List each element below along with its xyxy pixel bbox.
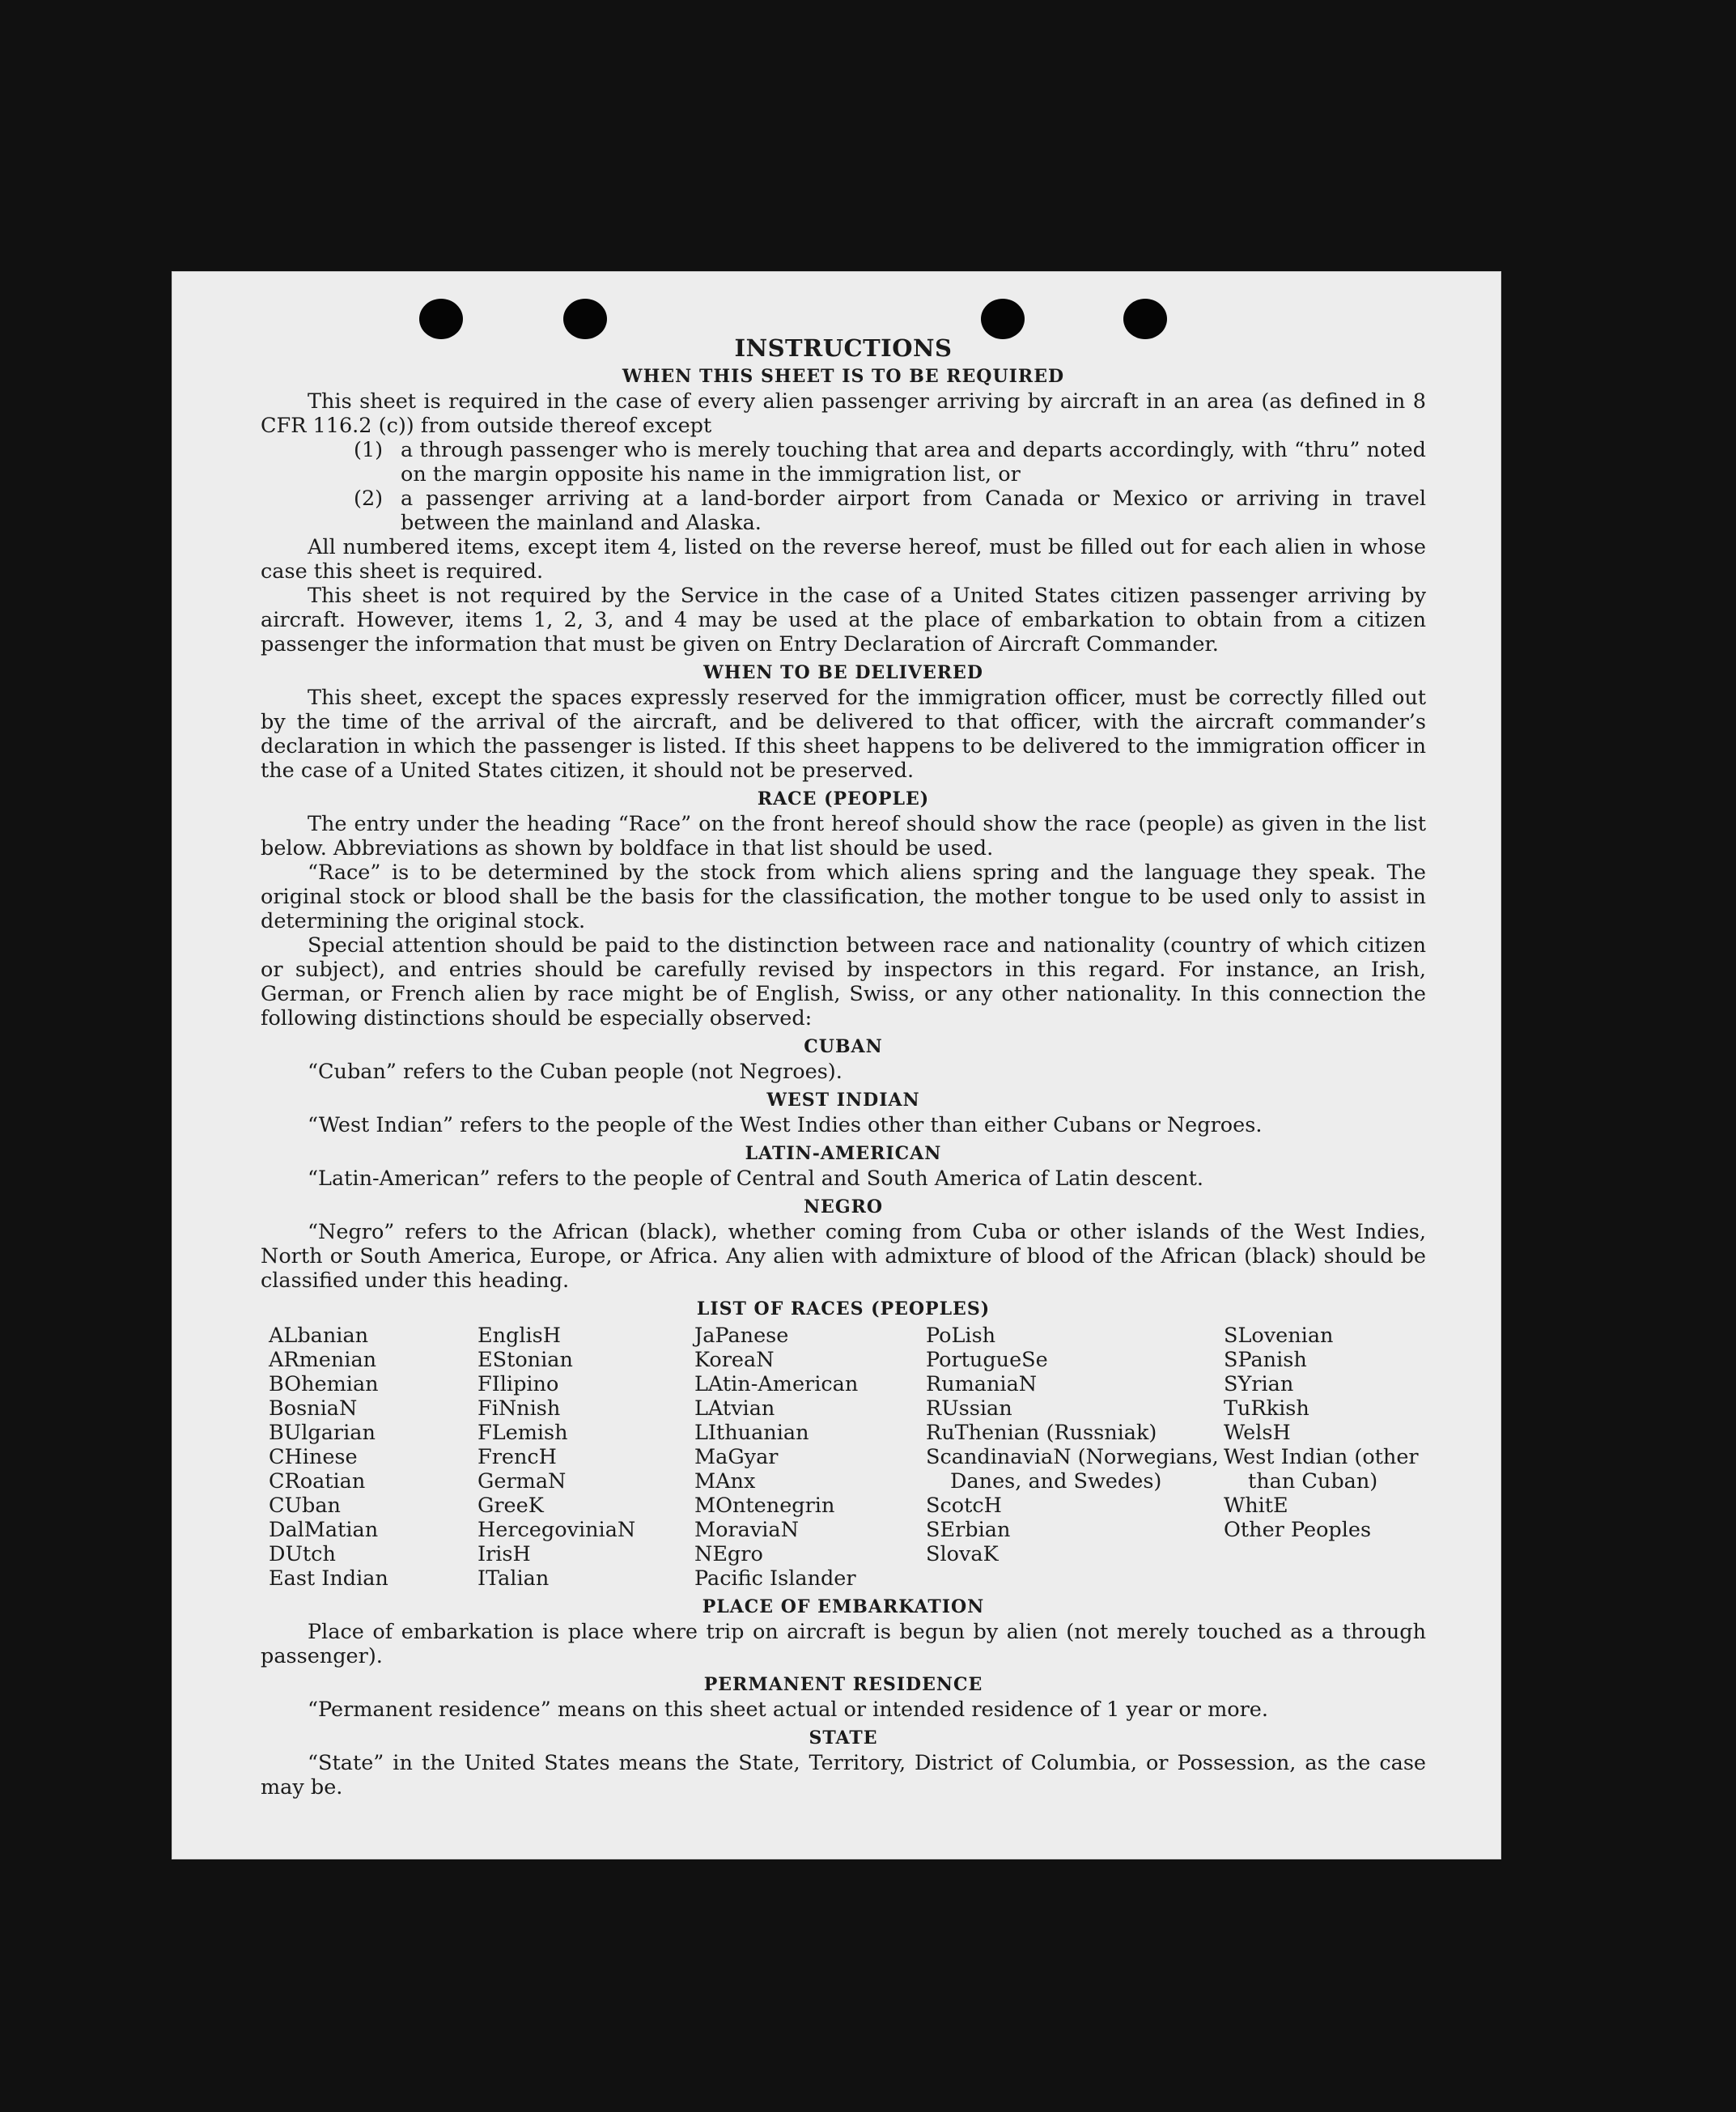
race-item: East Indian <box>269 1566 388 1591</box>
race-item: RuThenian (Russniak) <box>926 1421 1157 1445</box>
punch-hole <box>981 299 1025 339</box>
race-item: FrencH <box>478 1445 557 1469</box>
paragraph: The entry under the heading “Race” on the front hereof should show the race (people) as given in the list below. Abbreviations as shown by boldface in that list should be used. <box>261 812 1426 861</box>
section-heading: WHEN TO BE DELIVERED <box>703 662 983 683</box>
race-item: BUlgarian <box>269 1421 376 1445</box>
race-item: West Indian (other than Cuban) <box>1224 1445 1419 1494</box>
paragraph: “Race” is to be determined by the stock from which aliens spring and the language they speak. The original stock or blood shall be the basis for the classification, the mother tongue to be used only to assist in determining the original stock. <box>261 861 1426 933</box>
race-item: Other Peoples <box>1224 1518 1372 1542</box>
race-item: MaGyar <box>694 1445 779 1469</box>
races-column <box>269 1324 478 1591</box>
paragraph: All numbered items, except item 4, listed on the reverse hereof, must be filled out for each alien in whose case this sheet is required. <box>261 535 1426 584</box>
race-item: NEgro <box>694 1542 763 1566</box>
race-item: FLemish <box>478 1421 568 1445</box>
race-item: RumaniaN <box>926 1372 1038 1396</box>
race-item: SYrian <box>1224 1372 1294 1396</box>
race-item: SErbian <box>926 1518 1011 1542</box>
race-item: FiNnish <box>478 1396 561 1421</box>
item-text: a passenger arriving at a land-border airport from Canada or Mexico or arriving in travel between the mainland and Alaska. <box>401 487 1426 535</box>
document-page <box>172 271 1501 1859</box>
section-heading: LIST OF RACES (PEOPLES) <box>696 1298 991 1319</box>
race-item: GreeK <box>478 1494 544 1518</box>
race-item: MOntenegrin <box>694 1494 835 1518</box>
paragraph: Special attention should be paid to the distinction between race and nationality (country of which citizen or subject), and entries should be carefully revised by inspectors in this regard. For instance, an Irish, German, or French alien by race might be of English, Swiss, or any other nationality. In this connection the following distinctions should be especially observed: <box>261 933 1426 1031</box>
paragraph: This sheet, except the spaces expressly reserved for the immigration officer, must be correctly filled out by the time of the arrival of the aircraft, and be delivered to that officer, with the aircraft commander’s declaration in which the passenger is listed. If this sheet happens to be delivered to the immigration officer in the case of a United States citizen, it should not be preserved. <box>261 686 1426 783</box>
race-item: HercegoviniaN <box>478 1518 636 1542</box>
races-column <box>926 1324 1224 1591</box>
race-item: EnglisH <box>478 1324 561 1348</box>
race-item: WhitE <box>1224 1494 1288 1518</box>
races-column <box>694 1324 926 1591</box>
section-heading: LATIN-AMERICAN <box>745 1143 942 1164</box>
races-column <box>478 1324 694 1591</box>
race-item: SPanish <box>1224 1348 1307 1372</box>
race-item: LAtvian <box>694 1396 775 1421</box>
race-item: SlovaK <box>926 1542 999 1566</box>
race-item: DalMatian <box>269 1518 379 1542</box>
page-title: INSTRUCTIONS <box>734 334 953 362</box>
paragraph: Place of embarkation is place where trip on aircraft is begun by alien (not merely touched as a through passenger). <box>261 1620 1426 1668</box>
race-item: ARmenian <box>269 1348 377 1372</box>
paragraph: This sheet is required in the case of every alien passenger arriving by aircraft in an area (as defined in 8 CFR 116.2 (c)) from outside thereof except <box>261 389 1426 438</box>
race-item: ALbanian <box>269 1324 369 1348</box>
punch-hole <box>563 299 607 339</box>
race-item: CRoatian <box>269 1469 366 1494</box>
race-item: MAnx <box>694 1469 756 1494</box>
race-item: CHinese <box>269 1445 358 1469</box>
paragraph: “Cuban” refers to the Cuban people (not Negroes). <box>308 1060 843 1084</box>
race-item: IrisH <box>478 1542 531 1566</box>
race-item: KoreaN <box>694 1348 775 1372</box>
punch-hole <box>419 299 463 339</box>
section-heading: WHEN THIS SHEET IS TO BE REQUIRED <box>622 366 1065 387</box>
numbered-item <box>354 438 1426 487</box>
race-item: RUssian <box>926 1396 1012 1421</box>
punch-hole <box>1123 299 1167 339</box>
races-list <box>269 1324 1426 1591</box>
race-item: JaPanese <box>694 1324 789 1348</box>
section-heading: RACE (PEOPLE) <box>757 788 930 810</box>
section-heading: NEGRO <box>803 1196 884 1217</box>
section-heading: WEST INDIAN <box>766 1090 920 1111</box>
paragraph: This sheet is not required by the Service in the case of a United States citizen passenger arriving by aircraft. However, items 1, 2, 3, and 4 may be used at the place of embarkation to obtain from a citizen passenger the information that must be given on Entry Declaration of Aircraft Commander. <box>261 584 1426 657</box>
race-item: PoLish <box>926 1324 996 1348</box>
race-item: BOhemian <box>269 1372 379 1396</box>
item-number: (1) <box>354 438 384 462</box>
race-item: ITalian <box>478 1566 550 1591</box>
races-column <box>1224 1324 1434 1591</box>
race-item: LAtin-American <box>694 1372 859 1396</box>
section-heading: PERMANENT RESIDENCE <box>703 1674 983 1695</box>
race-item: SLovenian <box>1224 1324 1334 1348</box>
paragraph: “Latin-American” refers to the people of Central and South America of Latin descent. <box>308 1166 1204 1191</box>
race-item: TuRkish <box>1224 1396 1309 1421</box>
race-item: PortugueSe <box>926 1348 1048 1372</box>
section-heading: STATE <box>809 1727 878 1749</box>
race-item: GermaN <box>478 1469 567 1494</box>
race-item: BosniaN <box>269 1396 358 1421</box>
race-item: MoraviaN <box>694 1518 799 1542</box>
numbered-item <box>354 487 1426 535</box>
paragraph: “West Indian” refers to the people of the West Indies other than either Cubans or Negroes. <box>308 1113 1263 1137</box>
paragraph: “Permanent residence” means on this sheet actual or intended residence of 1 year or more. <box>308 1698 1268 1722</box>
race-item: Pacific Islander <box>694 1566 856 1591</box>
race-item: LIthuanian <box>694 1421 809 1445</box>
race-item: CUban <box>269 1494 341 1518</box>
race-item: ScotcH <box>926 1494 1002 1518</box>
section-heading: PLACE OF EMBARKATION <box>702 1596 985 1617</box>
section-heading: CUBAN <box>804 1036 883 1057</box>
instructions-content <box>261 336 1426 1800</box>
item-text: a through passenger who is merely touching that area and departs accordingly, with “thru” noted on the margin opposite his name in the immigration list, or <box>401 438 1426 487</box>
paragraph: “Negro” refers to the African (black), whether coming from Cuba or other islands of the West Indies, North or South America, Europe, or Africa. Any alien with admixture of blood of the African (black) should be classified under this heading. <box>261 1220 1426 1293</box>
race-item: WelsH <box>1224 1421 1291 1445</box>
race-item: EStonian <box>478 1348 573 1372</box>
race-item: ScandinaviaN (Norwegians, Danes, and Swedes) <box>926 1445 1219 1494</box>
item-number: (2) <box>354 487 384 511</box>
race-item: DUtch <box>269 1542 336 1566</box>
paragraph: “State” in the United States means the State, Territory, District of Columbia, or Possession, as the case may be. <box>261 1751 1426 1800</box>
race-item: FIlipino <box>478 1372 559 1396</box>
